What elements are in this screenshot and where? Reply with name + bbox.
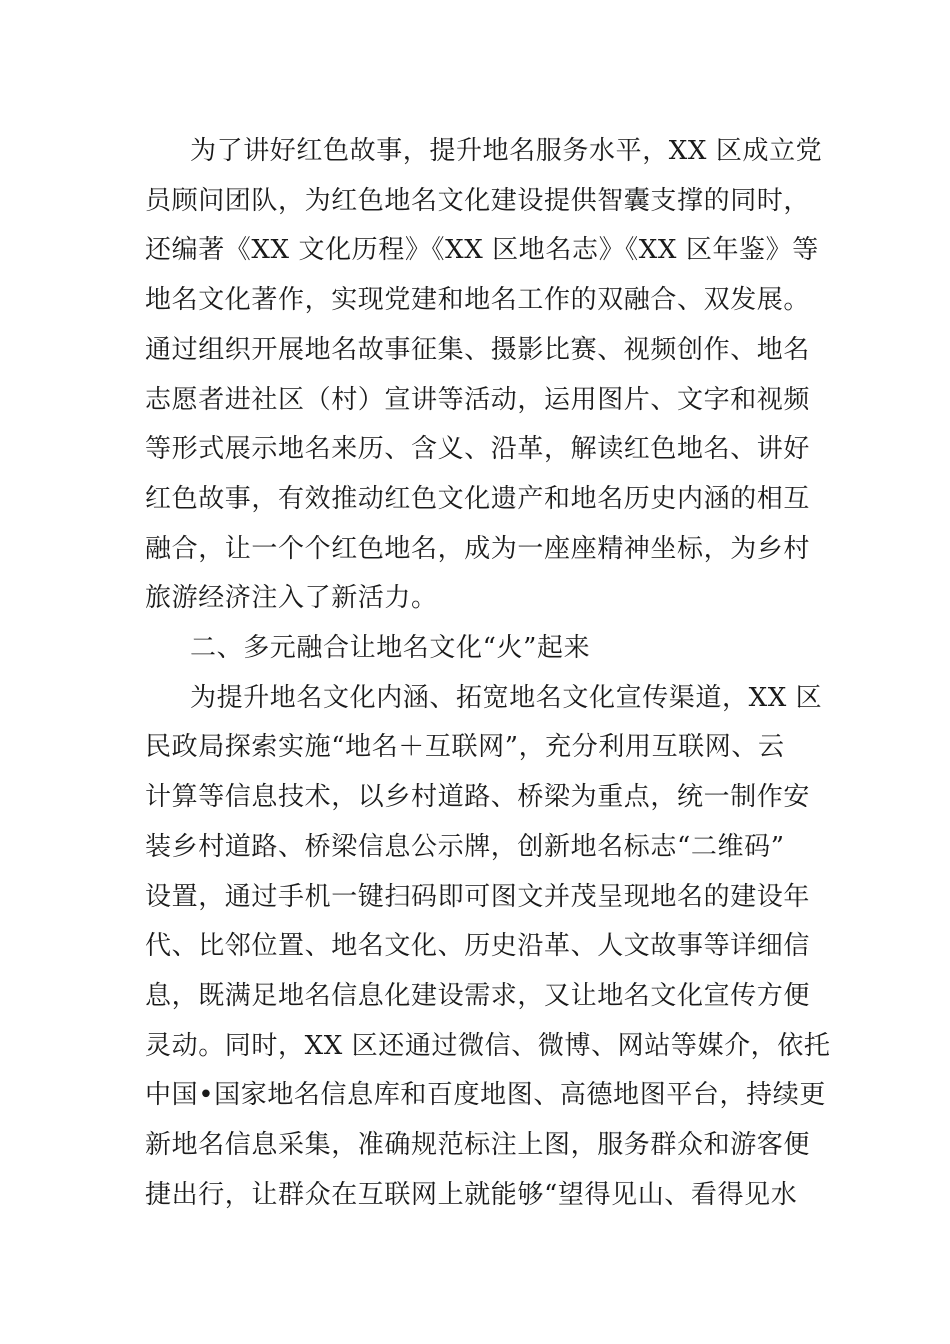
text-line: 为提升地名文化内涵、拓宽地名文化宣传渠道，XX 区 [190,683,823,713]
text-line: 灵动。同时，XX 区还通过微信、微博、网站等媒介，依托 [145,1031,831,1061]
text-line: 志愿者进社区（村）宣讲等活动，运用图片、文字和视频 [145,385,811,415]
text-line: 设置，通过手机一键扫码即可图文并茂呈现地名的建设年 [145,882,811,912]
text-line: 为了讲好红色故事，提升地名服务水平，XX 区成立党 [190,136,823,166]
text-line: 中国•国家地名信息库和百度地图、高德地图平台，持续更 [145,1080,826,1110]
text-line: 代、比邻位置、地名文化、历史沿革、人文故事等详细信 [145,931,811,961]
text-line: 计算等信息技术，以乡村道路、桥梁为重点，统一制作安 [145,782,811,812]
text-line: 红色故事，有效推动红色文化遗产和地名历史内涵的相互 [145,484,811,514]
text-line: 地名文化著作，实现党建和地名工作的双融合、双发展。 [145,285,811,315]
text-line: 装乡村道路、桥梁信息公示牌，创新地名标志“二维码” [145,832,785,862]
text-line: 通过组织开展地名故事征集、摄影比赛、视频创作、地名 [145,335,811,365]
text-line: 捷出行，让群众在互联网上就能够“望得见山、看得见水 [145,1180,798,1210]
text-line: 还编著《XX 文化历程》《XX 区地名志》《XX 区年鉴》等 [145,235,819,265]
text-line: 新地名信息采集，准确规范标注上图，服务群众和游客便 [145,1130,811,1160]
text-line: 员顾问团队，为红色地名文化建设提供智囊支撑的同时， [145,186,811,216]
text-line: 旅游经济注入了新活力。 [145,583,438,613]
text-line: 融合，让一个个红色地名，成为一座座精神坐标，为乡村 [145,534,811,564]
text-line: 等形式展示地名来历、含义、沿革，解读红色地名、讲好 [145,434,811,464]
text-line: 民政局探索实施“地名＋互联网”，充分利用互联网、云 [145,732,785,762]
text-line: 息，既满足地名信息化建设需求，又让地名文化宣传方便 [145,981,811,1011]
section-heading: 二、多元融合让地名文化“火”起来 [190,633,591,663]
